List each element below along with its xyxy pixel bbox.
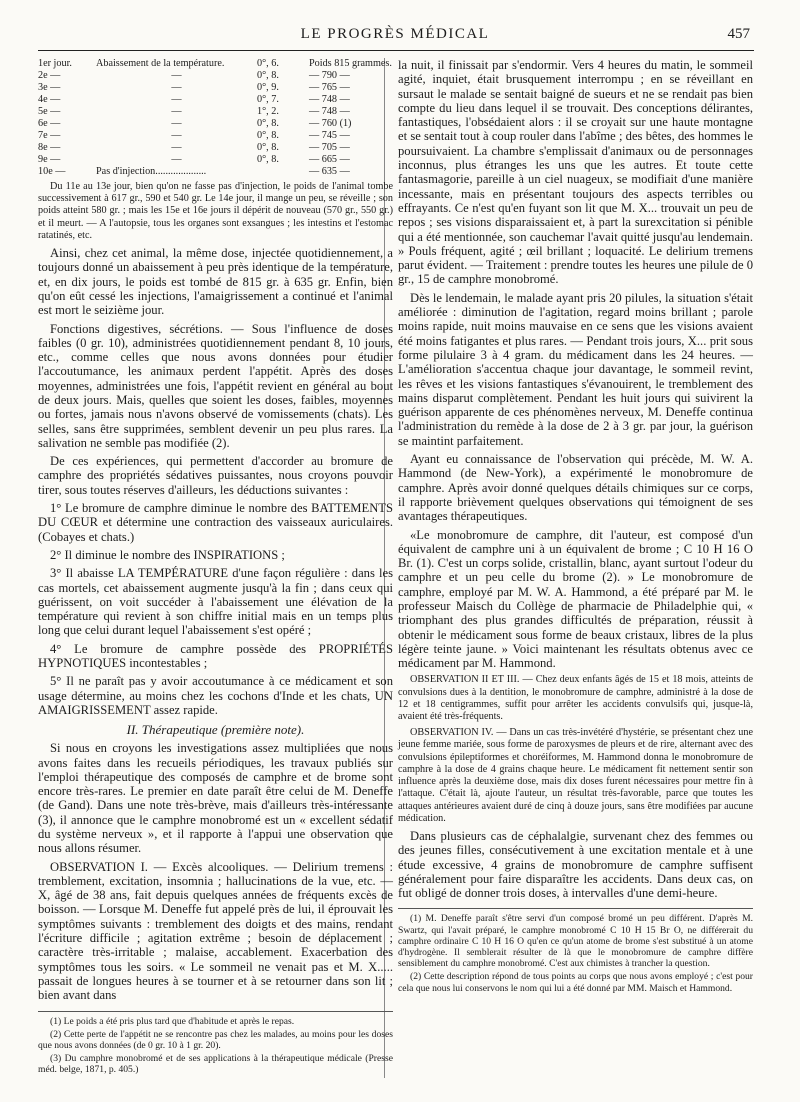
- day-cell: 9e —: [38, 154, 61, 165]
- paragraph: la nuit, il finissait par s'endormir. Vers 4 heures du matin, le sommeil agité, inquiet, était brusquement interrompu ; en se réveillant en sursaut le malade se sentait baigné de sueurs et ne se rendait pas bien compte du lieu dans lequel il se trouvait. Des conceptions délirantes, fantastiques, l'obsédaient alors : il se croyait sur une haute montagne et se sentait tout à coup rouler dans l'abîme ; des bêtes, des hommes le poursuivaient. La chambre s'emplissait d'animaux ou de personnages inconnus, plus étranges les uns que les autres. Et toute cette fantasmagorie, pareille à un ciel nuageux, se modifiait d'une manière incessante, mais en présentant toujours des aspects terribles ou effrayants. Ce n'est qu'en fuyant son lit que M. X... trouvait un peu de repos ; ses visions disparaissaient et, à part la surexcitation si pénible qui a été mentionnée, son cauchemar l'avait quitté jusqu'au lendemain. » Pouls fréquent, agité ; œil brillant ; loquacité. Le delirium tremens parut évident. — Traitement : prendre toutes les heures une pilule de 0 gr., 15 de camphre monobromé.: [398, 58, 753, 287]
- table-row: [38, 106, 393, 118]
- day-cell: 2e —: [38, 70, 61, 81]
- conclusion-item: 5° Il ne paraît pas y avoir accoutumance à ce médicament et son usage détermine, au moins chez les cochons d'Inde et les chats, UN AMAIGRISSEMENT assez rapide.: [38, 674, 393, 717]
- page-number: 457: [727, 26, 750, 42]
- paragraph: De ces expériences, qui permettent d'accorder au bromure de camphre des propriétés sédatives puissantes, nous croyons pouvoir tirer, sous toutes réserves d'ailleurs, les déductions suivantes :: [38, 454, 393, 497]
- temp-cell: 0°, 9.: [257, 82, 279, 93]
- table-row: [38, 70, 393, 82]
- day-cell: 7e —: [38, 130, 61, 141]
- footnote: (3) Du camphre monobromé et de ses applications à la thérapeutique médicale (Presse méd. belge, 1871, p. 405.): [38, 1053, 393, 1076]
- footnotes-right: [398, 908, 753, 993]
- conclusion-item: 1° Le bromure de camphre diminue le nombre des BATTEMENTS DU CŒUR et détermine une contraction des vaisseaux auriculaires. (Cobayes et chats.): [38, 501, 393, 544]
- table-row: [38, 142, 393, 154]
- table-row: [38, 154, 393, 166]
- table-note: Du 11e au 13e jour, bien qu'on ne fasse pas d'injection, le poids de l'animal tombe successivement à 617 gr., 590 et 540 gr. Le 14e jour, il mange un peu, se réveille ; son poids atteint 580 gr. ; mais les 15e et 16e jours il dépérit de nouveau (570 gr., 550 gr.) et il meurt. — A l'autopsie, tous les organes sont exsangues ; les intestins et l'estomac ratatinés, etc.: [38, 181, 393, 241]
- label-cell: —: [171, 130, 182, 141]
- journal-title: LE PROGRÈS MÉDICAL: [300, 26, 490, 42]
- temp-cell: 0°, 7.: [257, 94, 279, 105]
- paragraph: Si nous en croyons les investigations assez multipliées que nous avons faites dans les recueils périodiques, les travaux publiés sur l'emploi thérapeutique des composés de camphre et de brome sont encore très-rares. Le premier en date paraît être celui de M. Deneffe (de Gand). Dans une note très-brève, mais d'ailleurs très-intéressante (3), il annonce que le camphre monobromé est un « excellent sédatif du système nerveux », et il rapporte à l'appui une observation que nous allons résumer.: [38, 741, 393, 856]
- temp-cell: 0°, 8.: [257, 70, 279, 81]
- right-column: [398, 58, 753, 996]
- paragraph: Dès le lendemain, le malade ayant pris 20 pilules, la situation s'était améliorée : diminution de l'agitation, regard moins brillant ; parole moins rapide, nuit moins mauvaise en ce sens que les visions avaient été moins fatigantes et plus rares. — Pendant trois jours, X... prit sous forme pilulaire 3 à 4 gram. du médicament dans les 24 heures. — L'amélioration s'accentua chaque jour davantage, le sommeil revint, les rêves et les visions fantastiques s'évanouirent, le tremblement des mains disparut complètement. Pendant les huit jours qui suivirent la guérison apparente de ces phénomènes nerveux, M. Deneffe continua l'administration du remède à la dose de 2 à 3 gr. par jour, la guérison se maintint parfaitement.: [398, 290, 753, 448]
- paragraph: Fonctions digestives, sécrétions. — Sous l'influence de doses faibles (0 gr. 10), administrées quotidiennement pendant 8, 10 jours, etc., comme celles que nous avons données pour étudier l'accoutumance, les animaux perdent l'appétit. Après des doses moyennes, administrées une fois, l'appétit revient en général au bout de deux jours. Mais, quelles que soient les doses, faibles, moyennes ou fortes, jamais nous n'avons observé de vomissements (chats). Les selles, sans être supprimées, semblent devenir un peu plus rares. La salivation ne semble pas modifiée (2).: [38, 321, 393, 450]
- day-cell: 1er jour.: [38, 58, 72, 69]
- conclusion-item: 3° Il abaisse LA TEMPÉRATURE d'une façon régulière : dans les cas mortels, cet abaissement augmente jusqu'à la fin ; dans ceux qui guérissent, on voit succéder à l'abaissement une élévation de la température qui revient à son chiffre initial mais en un temps plus long que celui durant lequel l'abaissement s'est opéré ;: [38, 566, 393, 638]
- footnote: (2) Cette perte de l'appétit ne se rencontre pas chez les malades, au moins pour les doses que nous avons données (de 0 gr. 10 à 1 gr. 20).: [38, 1028, 393, 1051]
- temp-cell: 0°, 8.: [257, 154, 279, 165]
- label-cell: —: [171, 82, 182, 93]
- footnote: (1) Le poids a été pris plus tard que d'habitude et après le repas.: [50, 1015, 295, 1027]
- paragraph: Ayant eu connaissance de l'observation qui précède, M. W. A. Hammond (de New-York), a expérimenté le monobromure de camphre. Après avoir donné quelques détails chimiques sur ce corps, il rapporte brièvement quelques observations qui témoignent de ses avantages thérapeutiques.: [398, 452, 753, 524]
- day-cell: 10e —: [38, 166, 66, 177]
- table-row: [38, 118, 393, 130]
- temp-cell: 0°, 8.: [257, 130, 279, 141]
- table-row: [38, 82, 393, 94]
- header-rule: [38, 50, 754, 51]
- label-cell: —: [171, 94, 182, 105]
- table-row: [38, 94, 393, 106]
- label-cell: —: [171, 70, 182, 81]
- weight-cell: — 748 —: [309, 94, 350, 105]
- weight-cell: — 705 —: [309, 142, 350, 153]
- paragraph: Dans plusieurs cas de céphalalgie, survenant chez des femmes ou des jeunes filles, consécutivement à une excitation mentale et à une étude excessive, 4 grains de monobromure de camphre suffisent généralement pour faire disparaître les accidents. Dans deux cas, on fut obligé de donner trois doses, à intervalles d'une demi-heure.: [398, 828, 753, 901]
- weight-cell: — 748 —: [309, 106, 350, 117]
- table-row: [38, 130, 393, 142]
- page-header: [40, 26, 750, 46]
- temp-cell: 0°, 8.: [257, 118, 279, 129]
- day-cell: 5e —: [38, 106, 61, 117]
- label-cell: Pas d'injection....................: [96, 166, 207, 177]
- temp-cell: 0°, 8.: [257, 142, 279, 153]
- paragraph: «Le monobromure de camphre, dit l'auteur, est composé d'un équivalent de camphre uni à un équivalent de brome ; C 10 H 16 O Br. (1). C'est un corps solide, cristallin, blanc, ayant surtout l'odeur du camphre et un peu celle du brome (2). » Le monobromure de camphre, employé par M. W. A. Hammond, a été préparé par M. le professeur Maisch du Collège de pharmacie de Philadelphie qui, « triomphant des plus grandes difficultés de préparation, réussit à obtenir le médicament sous forme de beaux cristaux, libres de la plus légère teinte jaune. » Voici maintenant les résultats obtenus avec ce médicament par M. Hammond.: [398, 527, 753, 671]
- label-cell: Abaissement de la température.: [96, 58, 225, 69]
- conclusion-item: 4° Le bromure de camphre possède des PROPRIÉTÉS HYPNOTIQUES incontestables ;: [38, 641, 393, 671]
- footnote: (1) M. Deneffe paraît s'être servi d'un composé bromé un peu différent. D'après M. Swartz, qui l'avait préparé, le camphre monobromé C 10 H 15 Br O, ne différerait du camphre ordinaire C 10 H 16 O qu'en ce qu'un atome de brome s'est substitué à un atome d'hydrogène. Il semblerait résulter de là que le monobromure de camphre diffère sensiblement du camphre monobromé. C'est aux chimistes à trancher la question.: [398, 913, 753, 970]
- day-cell: 6e —: [38, 118, 61, 129]
- footnotes-left: [38, 1011, 393, 1076]
- weight-cell: Poids 815 grammes.: [309, 58, 392, 69]
- day-cell: 8e —: [38, 142, 61, 153]
- weight-cell: — 665 —: [309, 154, 350, 165]
- label-cell: —: [171, 154, 182, 165]
- footnote: (2) Cette description répond de tous points au corps que nous avons employé ; c'est pour cela que nous lui conservons le nom qui lui a été donné par MM. Maisch et Hammond.: [398, 971, 753, 994]
- weight-cell: — 745 —: [309, 130, 350, 141]
- observation-paragraph: OBSERVATION I. — Excès alcooliques. — Delirium tremens : tremblement, excitation, insomnia ; hallucinations de la vue, etc. — X, âgé de 38 ans, fait depuis quelques années de fréquents excès de boisson. — Lorsque M. Deneffe fut appelé près de lui, il éprouvait les symptômes suivants : tremblement des doigts et des mains, rendant l'écriture difficile ; agitation extrême ; besoin de déplacement ; caractère très-irritable ; malaise, accablement. Exacerbation des symptômes tous les soirs. « Le sommeil ne venait pas et M. X..... passait de longues heures à se tourner et à se retourner dans son lit ; bien avant dans: [38, 859, 393, 1003]
- temperature-weight-table: [38, 58, 393, 178]
- left-column: [38, 58, 393, 1078]
- observation-paragraph: OBSERVATION II ET III. — Chez deux enfants âgés de 15 et 18 mois, atteints de convulsions dues à la dentition, le monobromure de camphre, administré à la dose de 12 et 18 centigrammes, suffit pour arrêter les accidents convulsifs qui, jusque-là, avaient été très-fréquents.: [398, 674, 753, 723]
- label-cell: —: [171, 142, 182, 153]
- day-cell: 3e —: [38, 82, 61, 93]
- temp-cell: 1°, 2.: [257, 106, 279, 117]
- observation-paragraph: OBSERVATION IV. — Dans un cas très-invétéré d'hystérie, se présentant chez une jeune femme mariée, sous forme de paroxysmes de pleurs et de rire, alternant avec des convulsions épileptiformes et choréiformes, M. Hammond donna le monobromure de camphre à la dose de 4 grains chaque heure. Le médicament fit nettement sentir son influence après la deuxième dose, mais dix doses furent nécessaires pour mettre fin à l'attaque. C'était là, ajoute l'auteur, un résultat très-favorable, parce que toutes les attaques antérieures avaient duré de cinq à douze jours, sans être modifiées par aucune médication.: [398, 727, 753, 824]
- weight-cell: — 760 (1): [309, 118, 352, 129]
- weight-cell: — 635 —: [309, 166, 350, 177]
- label-cell: —: [171, 106, 182, 117]
- label-cell: —: [171, 118, 182, 129]
- paragraph: Ainsi, chez cet animal, la même dose, injectée quotidiennement, a toujours donné un abaissement à peu près identique de la température, et, en dix jours, le poids est tombé de 815 gr. à 635 gr. Enfin, bien qu'on eût cessé les injections, l'amaigrissement a continué et l'animal est mort le seizième jour.: [38, 246, 393, 318]
- weight-cell: — 790 —: [309, 70, 350, 81]
- weight-cell: — 765 —: [309, 82, 350, 93]
- section-heading: II. Thérapeutique (première note).: [126, 722, 305, 738]
- table-row: [38, 58, 393, 70]
- conclusion-item: 2° Il diminue le nombre des INSPIRATIONS ;: [50, 547, 285, 562]
- temp-cell: [257, 166, 309, 178]
- table-row: [38, 166, 393, 178]
- day-cell: 4e —: [38, 94, 61, 105]
- temp-cell: 0°, 6.: [257, 58, 279, 69]
